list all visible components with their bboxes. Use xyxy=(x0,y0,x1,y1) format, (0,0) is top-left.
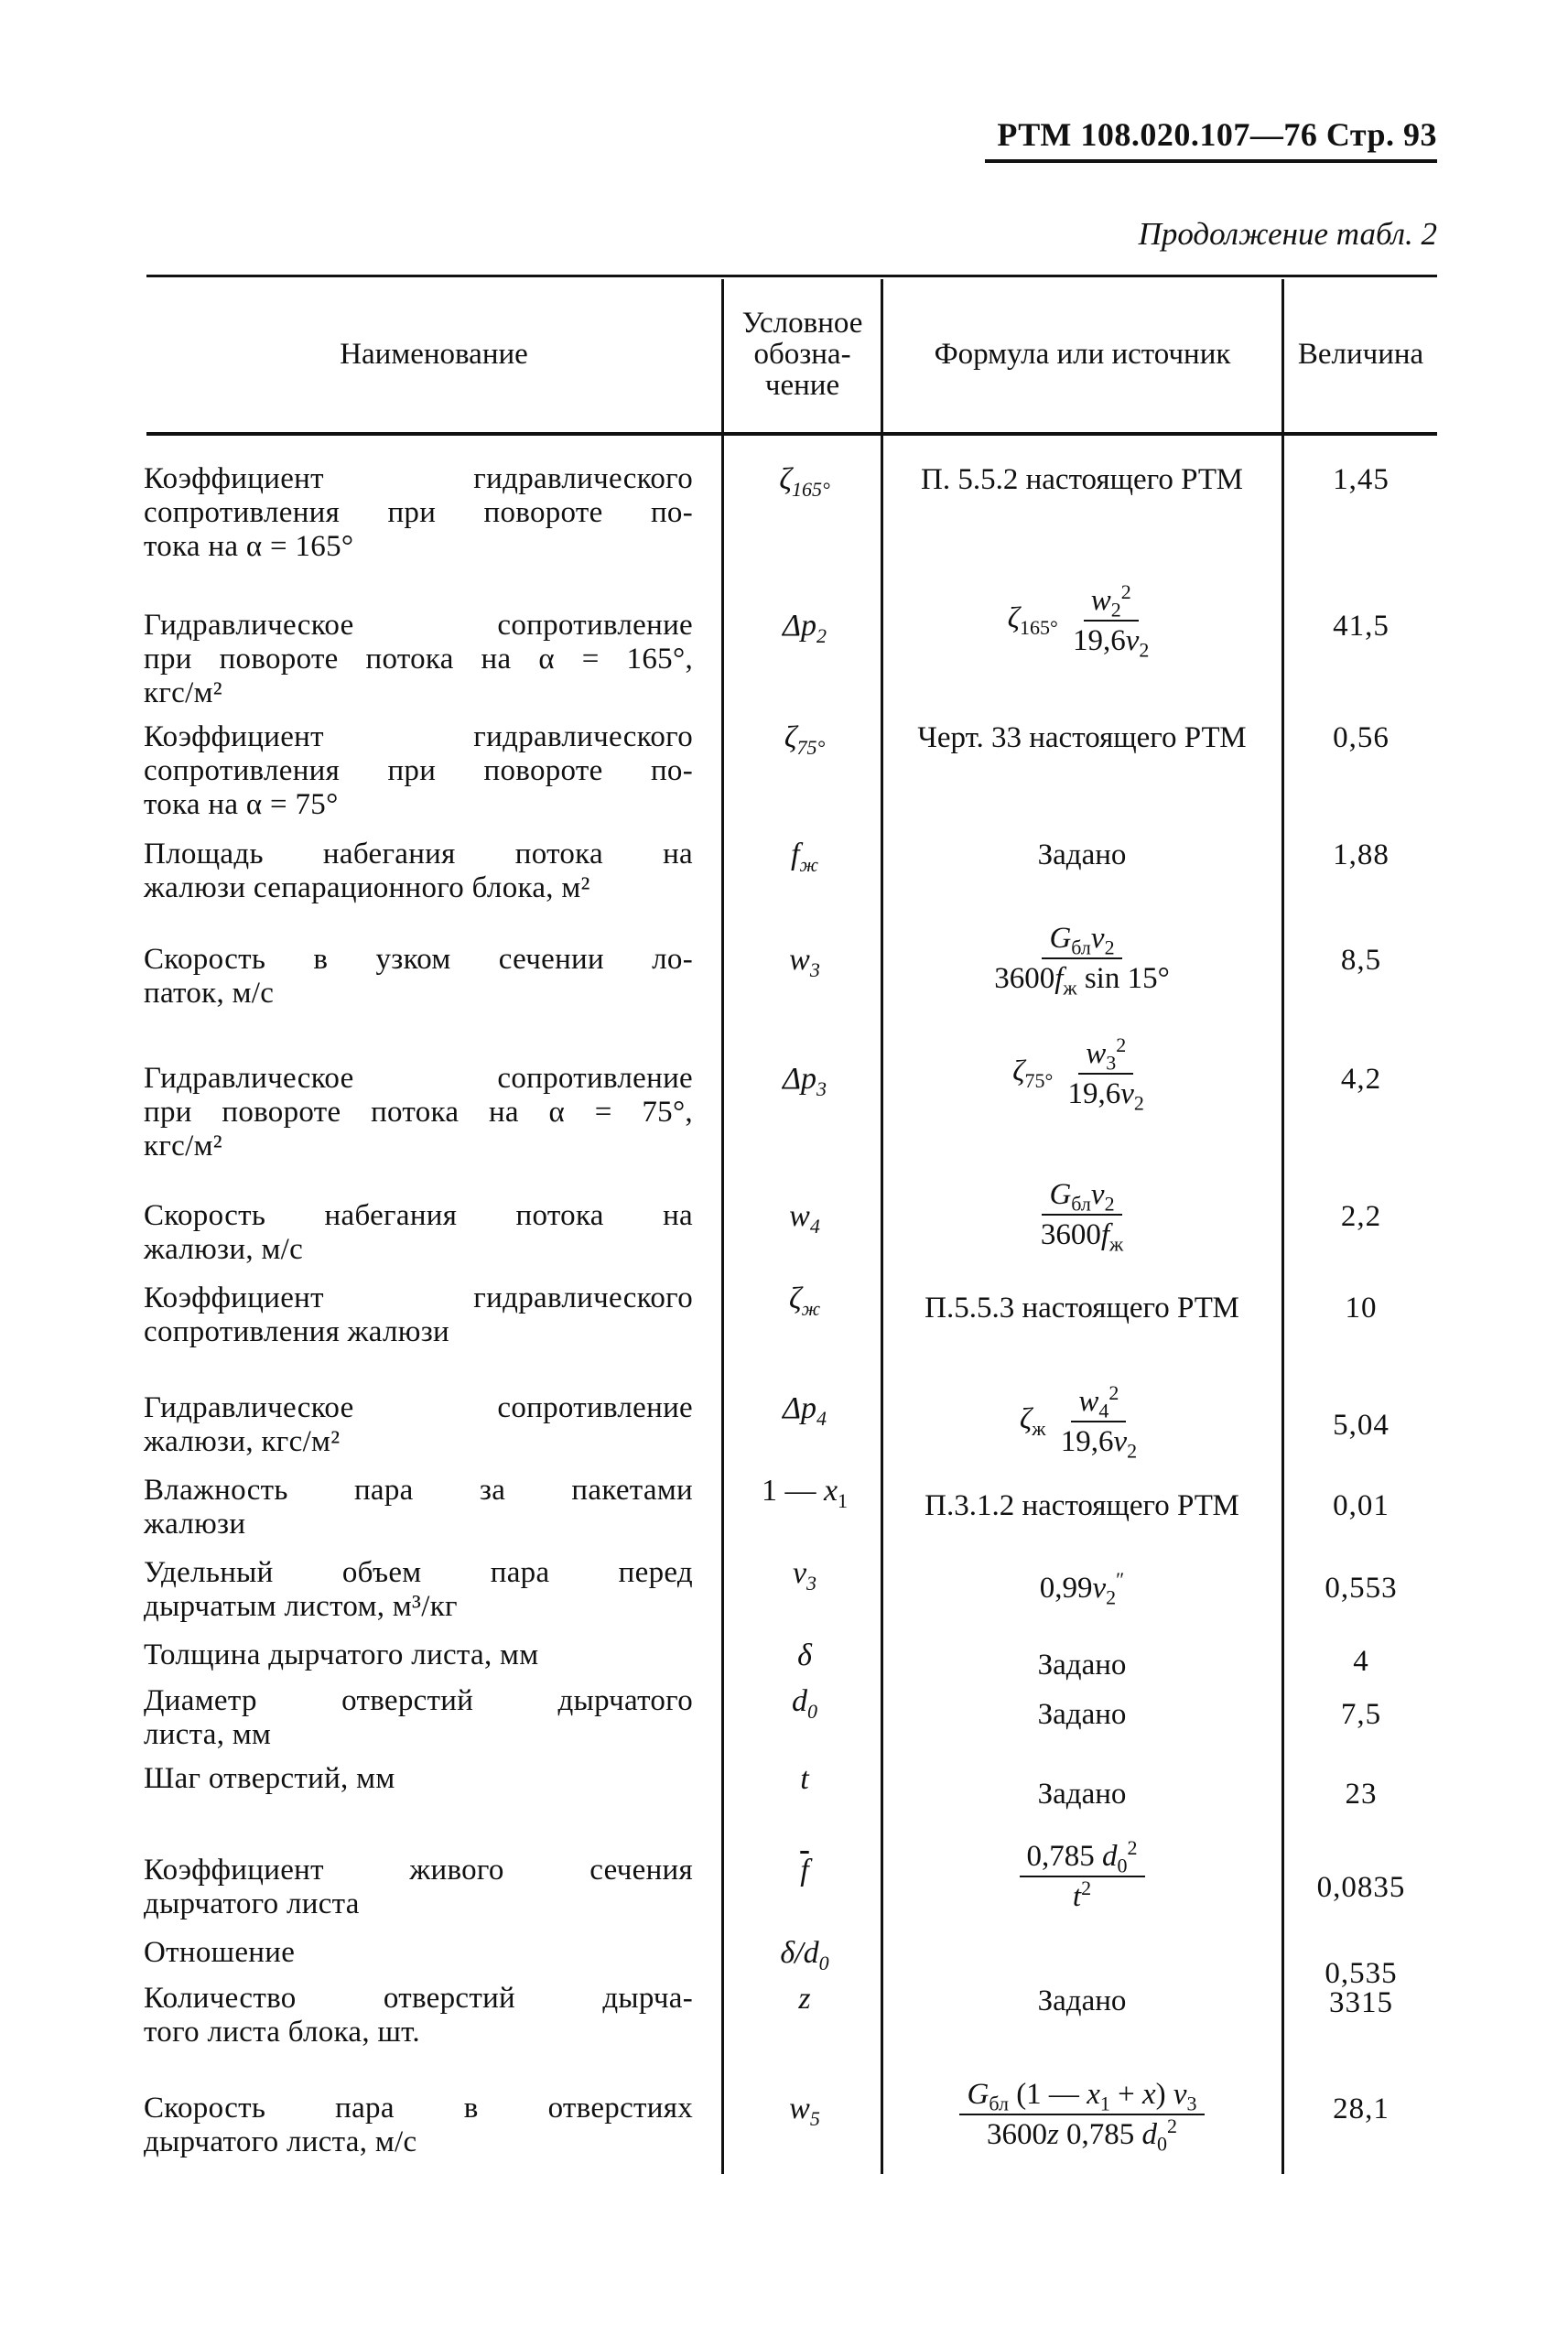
row-formula: Задано xyxy=(1037,1698,1127,1731)
row-name xyxy=(144,462,693,564)
row-formula: $\frac{0,785 d_0^2}{t^2}$ xyxy=(884,1839,1280,1914)
row-name-line: Площадь набегания потока на xyxy=(144,838,693,871)
column-header-symbol-line: чение xyxy=(764,369,840,402)
row-formula: Задано xyxy=(1037,1649,1127,1682)
row-formula: Задано xyxy=(1037,838,1127,871)
row-value: 0,535 xyxy=(1325,1957,1398,1990)
row-name-line: Коэффициент гидравлического xyxy=(144,720,693,753)
column-header-value-label: Величина xyxy=(1297,338,1424,371)
row-name xyxy=(144,1281,693,1349)
row-value: 1,88 xyxy=(1333,838,1390,871)
row-symbol: $\Delta p_2$ xyxy=(783,609,827,647)
row-symbol: $\zeta_{165^\circ}$ xyxy=(779,462,830,501)
row-name xyxy=(144,838,693,905)
row-name xyxy=(144,1391,693,1459)
row-value: 5,04 xyxy=(1333,1409,1390,1442)
row-name-line: листа, мм xyxy=(144,1718,272,1751)
column-header-formula-label: Формула или источник xyxy=(934,338,1231,371)
column-header-name xyxy=(146,278,721,430)
row-name-line: Влажность пара за пакетами xyxy=(144,1474,693,1507)
row-symbol: t xyxy=(800,1762,809,1796)
row-symbol: $v_3$ xyxy=(792,1556,817,1595)
row-name-line: Отношение xyxy=(144,1936,296,1969)
row-name-line: жалюзи сепарационного блока, м² xyxy=(144,871,590,904)
table-continuation-label: Продолжение табл. 2 xyxy=(1138,216,1437,252)
row-name-line: Скорость пара в отверстиях xyxy=(144,2092,693,2125)
column-header-value xyxy=(1284,278,1437,430)
column-header-symbol-line: Условное xyxy=(741,307,863,340)
table-header-rule xyxy=(146,432,1437,436)
row-value: 41,5 xyxy=(1333,610,1390,643)
row-value: 7,5 xyxy=(1340,1698,1382,1731)
row-name-line: при повороте потока на α = 165°, xyxy=(144,643,693,676)
row-name-line: тока на α = 75° xyxy=(144,788,339,821)
row-value: 4,2 xyxy=(1340,1063,1382,1096)
row-name xyxy=(144,2092,693,2159)
header-rule xyxy=(985,159,1437,163)
row-name-line: кгс/м² xyxy=(144,676,222,709)
row-name-line: тока на α = 165° xyxy=(144,530,354,563)
row-value: 28,1 xyxy=(1333,2092,1390,2125)
row-symbol: 1 — $x_1$ xyxy=(761,1474,849,1512)
row-formula: $\frac{G_{бл} (1 — x_1 + x) v_3}{3600z 0,785 d_0^2}$ xyxy=(884,2077,1280,2152)
row-symbol: z xyxy=(798,1982,811,2016)
row-symbol: $d_0$ xyxy=(792,1684,817,1723)
row-name-line: Шаг отверстий, мм xyxy=(144,1762,395,1795)
row-value: 1,45 xyxy=(1333,463,1390,496)
row-symbol: δ xyxy=(797,1638,812,1672)
row-name-line: Толщина дырчатого листа, мм xyxy=(144,1638,539,1671)
row-name-line: Гидравлическое сопротивление xyxy=(144,1391,693,1424)
row-name xyxy=(144,1556,693,1624)
row-name-line: Диаметр отверстий дырчатого xyxy=(144,1684,693,1717)
row-name-line: кгс/м² xyxy=(144,1130,222,1162)
row-name xyxy=(144,1762,693,1796)
row-formula: Задано xyxy=(1037,1984,1127,2017)
row-formula: $\zeta_{75^\circ}$ $\frac{w_3^2}{19,6v_2}$ xyxy=(1012,1033,1144,1115)
row-formula: $\zeta_ж$ $\frac{w_4^2}{19,6v_2}$ xyxy=(1019,1381,1138,1463)
row-name xyxy=(144,1936,693,1970)
column-header-formula xyxy=(883,278,1281,430)
row-name-line: Удельный объем пара перед xyxy=(144,1556,693,1589)
row-name-line: при повороте потока на α = 75°, xyxy=(144,1096,693,1129)
row-name-line: Гидравлическое сопротивление xyxy=(144,609,693,642)
row-value: 0,553 xyxy=(1325,1572,1398,1605)
row-name-line: Скорость в узком сечении ло- xyxy=(144,943,693,976)
row-value: 0,01 xyxy=(1333,1489,1390,1522)
row-symbol: $\zeta_ж$ xyxy=(788,1281,821,1320)
row-name xyxy=(144,609,693,710)
row-symbol: $w_5$ xyxy=(789,2092,820,2130)
column-divider xyxy=(721,279,724,2174)
row-formula: $\frac{G_{бл}v_2}{3600f_ж \sin 15^\circ}$ xyxy=(994,922,1170,1000)
row-value: 23 xyxy=(1345,1778,1378,1811)
row-name-line: Скорость набегания потока на xyxy=(144,1199,693,1232)
row-name-line: паток, м/с xyxy=(144,977,275,1010)
row-name xyxy=(144,720,693,822)
column-header-symbol xyxy=(724,278,881,430)
table-top-rule xyxy=(146,275,1437,277)
row-symbol: $f_ж$ xyxy=(791,838,818,876)
row-name-line: жалюзи, м/с xyxy=(144,1233,304,1266)
row-name xyxy=(144,1474,693,1541)
row-name-line: дырчатого листа xyxy=(144,1887,360,1920)
row-value: 4 xyxy=(1353,1645,1369,1678)
column-header-symbol-line: обозна- xyxy=(753,338,851,371)
row-formula: $0,99v_2''$ xyxy=(1039,1568,1125,1609)
row-value: 0,0835 xyxy=(1316,1871,1406,1904)
row-name xyxy=(144,1062,693,1163)
row-formula: $\frac{G_{бл}v_2}{3600f_ж}$ xyxy=(1040,1178,1124,1256)
row-name-line: Коэффициент гидравлического xyxy=(144,1281,693,1314)
row-name-line: Гидравлическое сопротивление xyxy=(144,1062,693,1095)
row-name-line: Количество отверстий дырча- xyxy=(144,1982,693,2015)
row-formula: Черт. 33 настоящего РТМ xyxy=(917,721,1247,754)
row-formula: П. 5.5.2 настоящего РТМ xyxy=(921,463,1243,496)
row-name-line: того листа блока, шт. xyxy=(144,2016,420,2049)
row-formula: П.5.5.3 настоящего РТМ xyxy=(925,1292,1239,1325)
row-symbol: $\delta/d_0$ xyxy=(780,1936,829,1974)
row-name xyxy=(144,943,693,1011)
column-divider xyxy=(1281,279,1284,2174)
row-formula: Задано xyxy=(1037,1778,1127,1811)
row-formula: П.3.1.2 настоящего РТМ xyxy=(925,1489,1239,1522)
row-value: 2,2 xyxy=(1340,1200,1382,1233)
row-name xyxy=(144,1982,693,2049)
row-symbol: $\Delta p_4$ xyxy=(783,1391,827,1430)
row-symbol: $w_4$ xyxy=(789,1199,820,1238)
row-name-line: сопротивления жалюзи xyxy=(144,1315,450,1348)
row-name-line: дырчатого листа, м/с xyxy=(144,2125,417,2158)
row-name-line: сопротивления при повороте по- xyxy=(144,496,693,529)
row-value: 8,5 xyxy=(1340,944,1382,977)
row-formula: $\zeta_{165^\circ}$ $\frac{w_2^2}{19,6v_2}$ xyxy=(1007,580,1150,662)
row-symbol: $w_3$ xyxy=(789,943,820,981)
row-value: 0,56 xyxy=(1333,721,1390,754)
row-name xyxy=(144,1638,693,1672)
row-name-line: жалюзи, кгс/м² xyxy=(144,1425,341,1458)
row-symbol: $\overline{f}$ xyxy=(800,1854,809,1887)
row-name-line: Коэффициент живого сечения xyxy=(144,1854,693,1887)
row-name xyxy=(144,1199,693,1267)
row-name xyxy=(144,1854,693,1921)
row-name-line: сопротивления при повороте по- xyxy=(144,754,693,787)
row-symbol: $\zeta_{75^\circ}$ xyxy=(784,720,826,759)
row-value: 3315 xyxy=(1329,1986,1393,2019)
row-name-line: жалюзи xyxy=(144,1508,246,1541)
row-name-line: дырчатым листом, м³/кг xyxy=(144,1590,458,1623)
row-symbol: $\Delta p_3$ xyxy=(783,1062,827,1100)
page-header: РТМ 108.020.107—76 Стр. 93 xyxy=(997,116,1437,153)
row-name-line: Коэффициент гидравлического xyxy=(144,462,693,495)
row-name xyxy=(144,1684,693,1752)
row-value: 10 xyxy=(1345,1292,1378,1325)
column-header-name-label: Наименование xyxy=(340,338,528,371)
